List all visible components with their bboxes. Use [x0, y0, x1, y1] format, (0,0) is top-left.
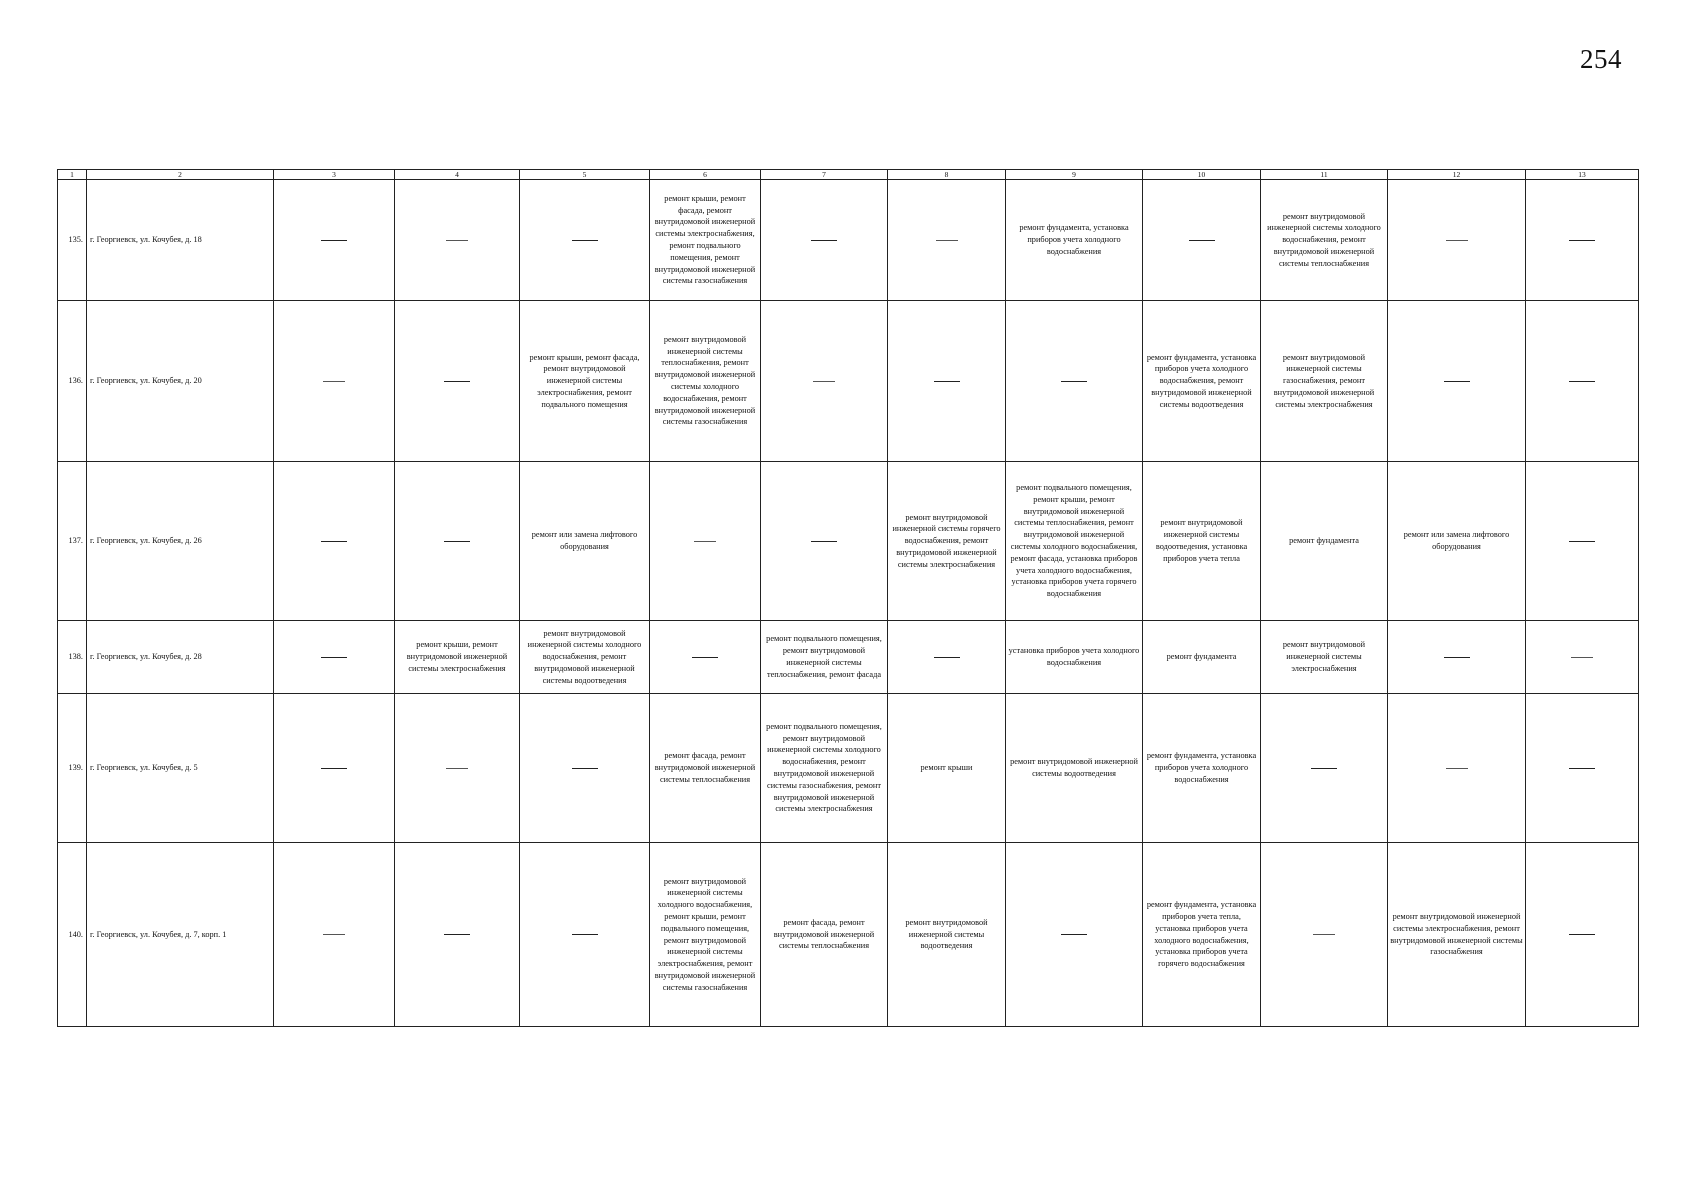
dash-line — [321, 541, 347, 542]
column-number-header: 8 — [888, 170, 1006, 180]
row-number: 138. — [58, 621, 87, 694]
dash-line — [444, 541, 470, 542]
work-description-cell: ремонт фундамента — [1261, 462, 1388, 621]
work-description-cell: ремонт крыши — [888, 694, 1006, 843]
table-row — [58, 694, 1639, 843]
work-description-cell: ремонт фундамента, установка приборов учета холодного водоснабжения — [1143, 694, 1261, 843]
dash-line — [323, 381, 345, 382]
table-row — [58, 462, 1639, 621]
row-number: 140. — [58, 843, 87, 1027]
dash-line — [1061, 934, 1087, 935]
address-cell: г. Георгиевск, ул. Кочубея, д. 18 — [87, 180, 274, 301]
address-cell: г. Георгиевск, ул. Кочубея, д. 26 — [87, 462, 274, 621]
empty-dash-cell — [274, 621, 395, 694]
work-description-cell: ремонт фасада, ремонт внутридомовой инженерной системы теплоснабжения — [761, 843, 888, 1027]
empty-dash-cell — [395, 843, 520, 1027]
empty-dash-cell — [1526, 462, 1639, 621]
empty-dash-cell — [761, 301, 888, 462]
dash-line — [1569, 541, 1595, 542]
column-number-header: 6 — [650, 170, 761, 180]
work-description-cell: ремонт подвального помещения, ремонт крыши, ремонт внутридомовой инженерной системы теплоснабжения, ремонт внутридомовой инженерной системы холодного водоснабжения, ремонт фасада, установка приборов учета холодного водоснабжения, установка приборов учета горячего водоснабжения — [1006, 462, 1143, 621]
work-description-cell: ремонт фундамента, установка приборов учета холодного водоснабжения — [1006, 180, 1143, 301]
dash-line — [934, 657, 960, 658]
work-description-cell: ремонт внутридомовой инженерной системы холодного водоснабжения, ремонт крыши, ремонт подвального помещения, ремонт внутридомовой инженерной системы электроснабжения, ремонт внутридомовой инженерной системы газоснабжения — [650, 843, 761, 1027]
dash-line — [692, 657, 718, 658]
dash-line — [1571, 657, 1593, 658]
work-description-cell: ремонт внутридомовой инженерной системы водоотведения — [888, 843, 1006, 1027]
address-cell: г. Георгиевск, ул. Кочубея, д. 28 — [87, 621, 274, 694]
dash-line — [813, 381, 835, 382]
dash-line — [1569, 768, 1595, 769]
work-description-cell: установка приборов учета холодного водоснабжения — [1006, 621, 1143, 694]
address-cell: г. Георгиевск, ул. Кочубея, д. 20 — [87, 301, 274, 462]
empty-dash-cell — [395, 694, 520, 843]
empty-dash-cell — [274, 301, 395, 462]
row-number: 139. — [58, 694, 87, 843]
column-number-header: 3 — [274, 170, 395, 180]
empty-dash-cell — [274, 180, 395, 301]
work-description-cell: ремонт фундамента — [1143, 621, 1261, 694]
dash-line — [321, 768, 347, 769]
empty-dash-cell — [1388, 301, 1526, 462]
column-number-header-row — [58, 170, 1639, 180]
dash-line — [321, 657, 347, 658]
work-description-cell: ремонт подвального помещения, ремонт внутридомовой инженерной системы холодного водоснабжения, ремонт внутридомовой инженерной системы газоснабжения, ремонт внутридомовой инженерной системы электроснабжения — [761, 694, 888, 843]
empty-dash-cell — [650, 621, 761, 694]
empty-dash-cell — [1388, 621, 1526, 694]
empty-dash-cell — [274, 694, 395, 843]
column-number-header: 2 — [87, 170, 274, 180]
work-description-cell: ремонт внутридомовой инженерной системы водоотведения — [1006, 694, 1143, 843]
work-description-cell: ремонт крыши, ремонт внутридомовой инженерной системы электроснабжения — [395, 621, 520, 694]
dash-line — [444, 381, 470, 382]
work-description-cell: ремонт фасада, ремонт внутридомовой инженерной системы теплоснабжения — [650, 694, 761, 843]
dash-line — [1444, 381, 1470, 382]
dash-line — [444, 934, 470, 935]
column-number-header: 1 — [58, 170, 87, 180]
row-number: 135. — [58, 180, 87, 301]
empty-dash-cell — [1526, 694, 1639, 843]
empty-dash-cell — [1006, 301, 1143, 462]
work-description-cell: ремонт внутридомовой инженерной системы холодного водоснабжения, ремонт внутридомовой инженерной системы водоотведения — [520, 621, 650, 694]
empty-dash-cell — [761, 462, 888, 621]
column-number-header: 13 — [1526, 170, 1639, 180]
column-number-header: 12 — [1388, 170, 1526, 180]
empty-dash-cell — [1526, 621, 1639, 694]
address-cell: г. Георгиевск, ул. Кочубея, д. 5 — [87, 694, 274, 843]
work-description-cell: ремонт внутридомовой инженерной системы водоотведения, установка приборов учета тепла — [1143, 462, 1261, 621]
dash-line — [446, 240, 468, 241]
dash-line — [321, 240, 347, 241]
dash-line — [1313, 934, 1335, 935]
table-row — [58, 621, 1639, 694]
work-description-cell: ремонт внутридомовой инженерной системы холодного водоснабжения, ремонт внутридомовой инженерной системы теплоснабжения — [1261, 180, 1388, 301]
work-description-cell: ремонт фундамента, установка приборов учета холодного водоснабжения, ремонт внутридомовой инженерной системы водоотведения — [1143, 301, 1261, 462]
empty-dash-cell — [520, 694, 650, 843]
column-number-header: 5 — [520, 170, 650, 180]
empty-dash-cell — [650, 462, 761, 621]
dash-line — [811, 541, 837, 542]
dash-line — [323, 934, 345, 935]
dash-line — [572, 240, 598, 241]
dash-line — [1061, 381, 1087, 382]
empty-dash-cell — [1526, 180, 1639, 301]
empty-dash-cell — [520, 180, 650, 301]
row-number: 137. — [58, 462, 87, 621]
empty-dash-cell — [274, 843, 395, 1027]
dash-line — [1446, 240, 1468, 241]
dash-line — [1446, 768, 1468, 769]
dash-line — [446, 768, 468, 769]
column-number-header: 10 — [1143, 170, 1261, 180]
address-cell: г. Георгиевск, ул. Кочубея, д. 7, корп. 1 — [87, 843, 274, 1027]
table-row — [58, 301, 1639, 462]
column-number-header: 9 — [1006, 170, 1143, 180]
dash-line — [1569, 934, 1595, 935]
empty-dash-cell — [1143, 180, 1261, 301]
dash-line — [934, 381, 960, 382]
empty-dash-cell — [1006, 843, 1143, 1027]
empty-dash-cell — [1388, 180, 1526, 301]
empty-dash-cell — [1261, 843, 1388, 1027]
table-row — [58, 180, 1639, 301]
column-number-header: 11 — [1261, 170, 1388, 180]
column-number-header: 7 — [761, 170, 888, 180]
empty-dash-cell — [395, 180, 520, 301]
dash-line — [1444, 657, 1470, 658]
empty-dash-cell — [274, 462, 395, 621]
work-description-cell: ремонт внутридомовой инженерной системы горячего водоснабжения, ремонт внутридомовой инженерной системы электроснабжения — [888, 462, 1006, 621]
dash-line — [1569, 240, 1595, 241]
dash-line — [811, 240, 837, 241]
repair-schedule-table — [57, 169, 1639, 1027]
table-row — [58, 843, 1639, 1027]
empty-dash-cell — [761, 180, 888, 301]
row-number: 136. — [58, 301, 87, 462]
dash-line — [1189, 240, 1215, 241]
work-description-cell: ремонт внутридомовой инженерной системы электроснабжения — [1261, 621, 1388, 694]
column-number-header: 4 — [395, 170, 520, 180]
work-description-cell: ремонт внутридомовой инженерной системы газоснабжения, ремонт внутридомовой инженерной системы электроснабжения — [1261, 301, 1388, 462]
work-description-cell: ремонт или замена лифтового оборудования — [1388, 462, 1526, 621]
empty-dash-cell — [1526, 301, 1639, 462]
dash-line — [572, 934, 598, 935]
empty-dash-cell — [888, 301, 1006, 462]
work-description-cell: ремонт или замена лифтового оборудования — [520, 462, 650, 621]
empty-dash-cell — [888, 621, 1006, 694]
empty-dash-cell — [1261, 694, 1388, 843]
empty-dash-cell — [1388, 694, 1526, 843]
dash-line — [572, 768, 598, 769]
work-description-cell: ремонт фундамента, установка приборов учета тепла, установка приборов учета холодного водоснабжения, установка приборов учета горячего водоснабжения — [1143, 843, 1261, 1027]
work-description-cell: ремонт внутридомовой инженерной системы электроснабжения, ремонт внутридомовой инженерной системы газоснабжения — [1388, 843, 1526, 1027]
dash-line — [1311, 768, 1337, 769]
empty-dash-cell — [395, 462, 520, 621]
page-number: 254 — [1580, 44, 1622, 74]
work-description-cell: ремонт крыши, ремонт фасада, ремонт внутридомовой инженерной системы электроснабжения, ремонт подвального помещения — [520, 301, 650, 462]
empty-dash-cell — [520, 843, 650, 1027]
dash-line — [1569, 381, 1595, 382]
empty-dash-cell — [1526, 843, 1639, 1027]
dash-line — [936, 240, 958, 241]
work-description-cell: ремонт крыши, ремонт фасада, ремонт внутридомовой инженерной системы электроснабжения, ремонт подвального помещения, ремонт внутридомовой инженерной системы газоснабжения — [650, 180, 761, 301]
dash-line — [694, 541, 716, 542]
empty-dash-cell — [888, 180, 1006, 301]
work-description-cell: ремонт подвального помещения, ремонт внутридомовой инженерной системы теплоснабжения, ремонт фасада — [761, 621, 888, 694]
empty-dash-cell — [395, 301, 520, 462]
work-description-cell: ремонт внутридомовой инженерной системы теплоснабжения, ремонт внутридомовой инженерной системы холодного водоснабжения, ремонт внутридомовой инженерной системы газоснабжения — [650, 301, 761, 462]
